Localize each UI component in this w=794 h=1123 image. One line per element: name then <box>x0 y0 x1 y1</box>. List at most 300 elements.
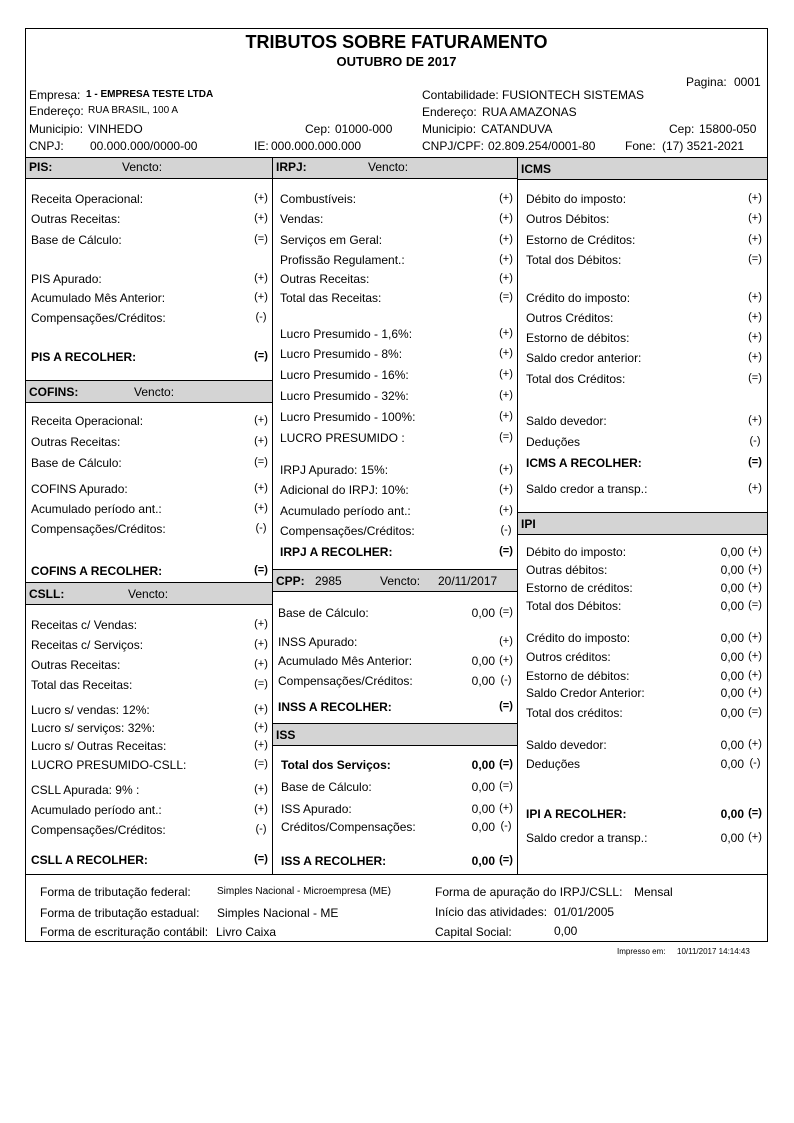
irpj-row-label: IRPJ A RECOLHER: <box>280 545 393 559</box>
csll-row <box>31 638 270 654</box>
inicio-value: 01/01/2005 <box>554 905 615 919</box>
cofins-row-label: Compensações/Créditos: <box>31 522 166 536</box>
irpj-row <box>280 347 515 363</box>
acc-cnpj-label: CNPJ/CPF: <box>422 139 485 153</box>
municipio-label: Municipio: <box>29 122 84 136</box>
csll-row-sign: (+) <box>254 658 268 670</box>
icms-row-label: Total dos Débitos: <box>526 253 622 267</box>
cofins-row-sign: (+) <box>254 482 268 494</box>
irpj-row-sign: (+) <box>499 212 513 224</box>
cofins-title: COFINS: <box>29 385 79 399</box>
icms-row-sign: (+) <box>748 331 762 343</box>
ipi-row-label: Saldo devedor: <box>526 738 607 752</box>
iss-row-label: Base de Cálculo: <box>281 780 372 794</box>
ipi-row-label: Saldo Credor Anterior: <box>526 686 645 700</box>
cofins-header <box>26 380 272 403</box>
irpj-row-sign: (+) <box>499 233 513 245</box>
icms-row-label: Deduções <box>526 435 581 449</box>
csll-row <box>31 703 270 719</box>
irpj-row <box>280 233 515 249</box>
iss-row <box>281 780 515 796</box>
csll-row-sign: (=) <box>254 758 268 770</box>
icms-row-sign: (+) <box>748 192 762 204</box>
ipi-row-sign: (=) <box>748 807 762 819</box>
cofins-row-label: Base de Cálculo: <box>31 456 122 470</box>
pis-row <box>31 350 270 366</box>
cpp-row-value: 0,00 <box>471 654 495 668</box>
acc-endereco-label: Endereço: <box>422 105 477 119</box>
cpp-row-sign: (-) <box>500 674 512 686</box>
ipi-row <box>526 631 764 647</box>
icms-row <box>526 482 764 498</box>
irpj-row <box>280 389 515 405</box>
irpj-row-label: Total das Receitas: <box>280 291 382 305</box>
acc-municipio-value: CATANDUVA <box>481 122 553 136</box>
pis-row <box>31 311 270 327</box>
irpj-row-sign: (+) <box>499 483 513 495</box>
icms-row-label: Outros Créditos: <box>526 311 614 325</box>
csll-vencto: Vencto: <box>128 587 169 601</box>
cofins-row <box>31 564 270 580</box>
icms-row <box>526 311 764 327</box>
csll-row-label: Lucro s/ serviços: 32%: <box>31 721 156 735</box>
icms-row <box>526 192 764 208</box>
irpj-row-label: Lucro Presumido - 1,6%: <box>280 327 413 341</box>
ipi-row-label: Débito do imposto: <box>526 545 627 559</box>
csll-row <box>31 758 270 774</box>
trib-estadual-label: Forma de tributação estadual: <box>40 906 200 920</box>
empresa-value: 1 - EMPRESA TESTE LTDA <box>86 89 214 100</box>
cofins-row-label: COFINS Apurado: <box>31 482 128 496</box>
icms-row-sign: (+) <box>748 291 762 303</box>
page-number: 0001 <box>734 75 761 89</box>
irpj-row-sign: (=) <box>499 545 513 557</box>
report-title: TRIBUTOS SOBRE FATURAMENTO <box>245 32 548 52</box>
irpj-row <box>280 291 515 307</box>
iss-row-sign: (=) <box>499 758 513 770</box>
ipi-row-label: Total dos créditos: <box>526 706 623 720</box>
irpj-row <box>280 545 515 561</box>
trib-federal-value: Simples Nacional - Microempresa (ME) <box>217 886 391 897</box>
irpj-header <box>273 158 517 179</box>
csll-row <box>31 658 270 674</box>
ipi-row <box>526 757 764 773</box>
ipi-row-sign: (=) <box>748 599 762 611</box>
pis-row-label: Base de Cálculo: <box>31 233 122 247</box>
ipi-row-sign: (+) <box>748 669 762 681</box>
pis-row-label: Receita Operacional: <box>31 192 144 206</box>
pis-row-sign: (+) <box>254 291 268 303</box>
pis-row-sign: (=) <box>254 350 268 362</box>
ipi-row-value: 0,00 <box>720 807 744 821</box>
csll-row-label: LUCRO PRESUMIDO-CSLL: <box>31 758 187 772</box>
cpp-vencto-value: 20/11/2017 <box>438 574 498 588</box>
icms-title: ICMS <box>521 162 551 176</box>
acc-cnpj-value: 02.809.254/0001-80 <box>488 139 596 153</box>
ipi-row <box>526 599 764 615</box>
pis-row-sign: (+) <box>254 212 268 224</box>
apuracao-value: Mensal <box>634 885 673 899</box>
ipi-row-sign: (-) <box>749 757 761 769</box>
endereco-value: RUA BRASIL, 100 A <box>88 105 179 116</box>
icms-row-label: Crédito do imposto: <box>526 291 631 305</box>
pis-row-label: Acumulado Mês Anterior: <box>31 291 166 305</box>
iss-row <box>281 758 515 774</box>
csll-row <box>31 678 270 694</box>
cpp-title: CPP: <box>276 574 305 588</box>
csll-row-label: Receitas c/ Serviços: <box>31 638 144 652</box>
cpp-row <box>278 674 515 690</box>
irpj-row-sign: (+) <box>499 327 513 339</box>
ipi-row-label: Outras débitos: <box>526 563 608 577</box>
cpp-row-label: Compensações/Créditos: <box>278 674 413 688</box>
ie-label: IE: <box>254 139 269 153</box>
icms-row-sign: (=) <box>748 253 762 265</box>
cofins-row <box>31 456 270 472</box>
irpj-row <box>280 431 515 447</box>
ipi-row-value: 0,00 <box>720 599 744 613</box>
pis-row <box>31 272 270 288</box>
iss-row-sign: (-) <box>500 820 512 832</box>
ipi-row-value: 0,00 <box>720 669 744 683</box>
csll-row-sign: (+) <box>254 783 268 795</box>
cpp-row-sign: (+) <box>499 654 513 666</box>
icms-header <box>518 158 767 180</box>
icms-row-sign: (=) <box>748 456 762 468</box>
icms-row <box>526 291 764 307</box>
cofins-row <box>31 482 270 498</box>
cpp-row-value: 0,00 <box>471 674 495 688</box>
ipi-row <box>526 669 764 685</box>
report-subtitle: OUTUBRO DE 2017 <box>336 54 457 69</box>
ipi-row-sign: (+) <box>748 650 762 662</box>
iss-row-value: 0,00 <box>471 802 495 816</box>
pis-row-sign: (=) <box>254 233 268 245</box>
acc-endereco-value: RUA AMAZONAS <box>482 105 577 119</box>
iss-row <box>281 854 515 870</box>
ipi-row-sign: (+) <box>748 581 762 593</box>
ipi-row-sign: (+) <box>748 831 762 843</box>
grid-line-bottom <box>25 874 768 875</box>
pis-row <box>31 192 270 208</box>
irpj-row-label: Serviços em Geral: <box>280 233 383 247</box>
ipi-row-label: IPI A RECOLHER: <box>526 807 627 821</box>
ipi-row-label: Saldo credor a transp.: <box>526 831 648 845</box>
irpj-row <box>280 192 515 208</box>
csll-row-sign: (+) <box>254 618 268 630</box>
contabilidade-value: FUSIONTECH SISTEMAS <box>502 88 645 102</box>
irpj-row-label: Combustíveis: <box>280 192 357 206</box>
ipi-row <box>526 581 764 597</box>
csll-row <box>31 618 270 634</box>
iss-row-value: 0,00 <box>471 780 495 794</box>
irpj-row <box>280 272 515 288</box>
cofins-row-label: Acumulado período ant.: <box>31 502 162 516</box>
pis-row-sign: (+) <box>254 272 268 284</box>
iss-row-value: 0,00 <box>471 820 495 834</box>
pis-row-label: PIS Apurado: <box>31 272 102 286</box>
csll-row-sign: (=) <box>254 853 268 865</box>
irpj-row <box>280 327 515 343</box>
irpj-row-sign: (+) <box>499 504 513 516</box>
irpj-row-sign: (=) <box>499 291 513 303</box>
ipi-row-value: 0,00 <box>720 738 744 752</box>
cpp-row <box>278 654 515 670</box>
cpp-row <box>278 700 515 716</box>
csll-row <box>31 823 270 839</box>
cofins-row-sign: (+) <box>254 502 268 514</box>
cofins-row-label: Receita Operacional: <box>31 414 144 428</box>
irpj-row-label: Profissão Regulament.: <box>280 253 405 267</box>
cofins-vencto: Vencto: <box>134 385 175 399</box>
csll-row-label: Lucro s/ vendas: 12%: <box>31 703 150 717</box>
cofins-row-sign: (=) <box>254 564 268 576</box>
iss-row <box>281 802 515 818</box>
irpj-row-label: Vendas: <box>280 212 324 226</box>
icms-row-label: Saldo credor anterior: <box>526 351 642 365</box>
irpj-row-label: Lucro Presumido - 8%: <box>280 347 403 361</box>
iss-row-label: Créditos/Compensações: <box>281 820 416 834</box>
icms-row <box>526 233 764 249</box>
csll-row-sign: (+) <box>254 739 268 751</box>
csll-row <box>31 721 270 737</box>
iss-row-label: ISS Apurado: <box>281 802 352 816</box>
irpj-row-sign: (+) <box>499 253 513 265</box>
ipi-row-label: Deduções <box>526 757 581 771</box>
ipi-row-value: 0,00 <box>720 545 744 559</box>
cpp-row-label: Base de Cálculo: <box>278 606 369 620</box>
icms-row <box>526 351 764 367</box>
cpp-row-label: INSS Apurado: <box>278 635 358 649</box>
icms-row-sign: (-) <box>749 435 761 447</box>
csll-row-label: Total das Receitas: <box>31 678 133 692</box>
cpp-row <box>278 606 515 622</box>
iss-row-sign: (=) <box>499 854 513 866</box>
csll-row-label: CSLL A RECOLHER: <box>31 853 148 867</box>
csll-row-label: CSLL Apurada: 9% : <box>31 783 140 797</box>
pis-row-label: Outras Receitas: <box>31 212 121 226</box>
ipi-row-label: Estorno de débitos: <box>526 669 630 683</box>
ipi-row-value: 0,00 <box>720 686 744 700</box>
icms-row <box>526 253 764 269</box>
irpj-row-sign: (+) <box>499 389 513 401</box>
cpp-row-sign: (=) <box>499 606 513 618</box>
ie-value: 000.000.000.000 <box>271 139 362 153</box>
ipi-row-value: 0,00 <box>720 581 744 595</box>
apuracao-label: Forma de apuração do IRPJ/CSLL: <box>435 885 623 899</box>
icms-row <box>526 212 764 228</box>
iss-title: ISS <box>276 728 296 742</box>
irpj-row-label: Acumulado período ant.: <box>280 504 411 518</box>
ipi-row <box>526 807 764 823</box>
pis-row <box>31 233 270 249</box>
cpp-row-label: Acumulado Mês Anterior: <box>278 654 413 668</box>
ipi-row-value: 0,00 <box>720 563 744 577</box>
ipi-row-sign: (+) <box>748 631 762 643</box>
irpj-row-label: IRPJ Apurado: 15%: <box>280 463 389 477</box>
cep-value: 01000-000 <box>335 122 393 136</box>
cpp-row-sign: (+) <box>499 635 513 647</box>
pis-row-label: PIS A RECOLHER: <box>31 350 137 364</box>
municipio-value: VINHEDO <box>88 122 143 136</box>
csll-row-sign: (+) <box>254 803 268 815</box>
cofins-row-sign: (+) <box>254 414 268 426</box>
icms-row <box>526 372 764 388</box>
ipi-row <box>526 545 764 561</box>
escrituracao-value: Livro Caixa <box>216 925 277 939</box>
pis-row <box>31 212 270 228</box>
iss-row-sign: (=) <box>499 780 513 792</box>
irpj-row-sign: (+) <box>499 272 513 284</box>
cofins-row-label: COFINS A RECOLHER: <box>31 564 163 578</box>
pis-header <box>26 158 272 179</box>
pis-row-label: Compensações/Créditos: <box>31 311 166 325</box>
cofins-row-label: Outras Receitas: <box>31 435 121 449</box>
trib-federal-label: Forma de tributação federal: <box>40 885 191 899</box>
contabilidade-label: Contabilidade: <box>422 88 499 102</box>
icms-row-sign: (+) <box>748 351 762 363</box>
irpj-row <box>280 212 515 228</box>
cofins-row-sign: (-) <box>255 522 267 534</box>
csll-title: CSLL: <box>29 587 65 601</box>
capital-value: 0,00 <box>554 924 578 938</box>
irpj-row-label: Lucro Presumido - 100%: <box>280 410 416 424</box>
trib-estadual-value: Simples Nacional - ME <box>217 906 339 920</box>
ipi-row <box>526 738 764 754</box>
csll-row <box>31 739 270 755</box>
icms-row <box>526 456 764 472</box>
irpj-row <box>280 483 515 499</box>
irpj-title: IRPJ: <box>276 160 307 174</box>
icms-row-label: Estorno de Créditos: <box>526 233 636 247</box>
icms-row-label: Total dos Créditos: <box>526 372 626 386</box>
cpp-code: 2985 <box>315 574 342 588</box>
ipi-row-label: Outros créditos: <box>526 650 611 664</box>
pis-vencto: Vencto: <box>122 160 163 174</box>
irpj-row-sign: (+) <box>499 347 513 359</box>
icms-row-label: Saldo credor a transp.: <box>526 482 648 496</box>
irpj-vencto: Vencto: <box>368 160 409 174</box>
icms-row <box>526 414 764 430</box>
csll-row-sign: (+) <box>254 638 268 650</box>
ipi-title: IPI <box>521 517 536 531</box>
csll-row <box>31 783 270 799</box>
acc-cep-label: Cep: <box>669 122 695 136</box>
icms-row-sign: (+) <box>748 482 762 494</box>
ipi-row <box>526 706 764 722</box>
icms-row-label: ICMS A RECOLHER: <box>526 456 642 470</box>
ipi-row-value: 0,00 <box>720 831 744 845</box>
ipi-row-value: 0,00 <box>720 631 744 645</box>
iss-header <box>273 723 517 746</box>
irpj-row-label: Compensações/Créditos: <box>280 524 415 538</box>
cofins-row-sign: (+) <box>254 435 268 447</box>
cpp-header <box>273 569 517 592</box>
cofins-row <box>31 502 270 518</box>
empresa-label: Empresa: <box>29 88 81 102</box>
icms-row-sign: (+) <box>748 212 762 224</box>
ipi-row <box>526 563 764 579</box>
csll-row <box>31 803 270 819</box>
cep-label: Cep: <box>305 122 331 136</box>
cpp-row-label: INSS A RECOLHER: <box>278 700 392 714</box>
irpj-row-label: Adicional do IRPJ: 10%: <box>280 483 409 497</box>
csll-row-label: Receitas c/ Vendas: <box>31 618 138 632</box>
ipi-row <box>526 650 764 666</box>
cnpj-label: CNPJ: <box>29 139 64 153</box>
csll-row-label: Acumulado período ant.: <box>31 803 162 817</box>
icms-row-label: Outros Débitos: <box>526 212 610 226</box>
cofins-row <box>31 522 270 538</box>
acc-cep-value: 15800-050 <box>699 122 757 136</box>
capital-label: Capital Social: <box>435 925 512 939</box>
icms-row-sign: (+) <box>748 414 762 426</box>
acc-municipio-label: Municipio: <box>422 122 477 136</box>
ipi-row <box>526 831 764 847</box>
csll-row-sign: (+) <box>254 703 268 715</box>
cofins-row <box>31 414 270 430</box>
ipi-row-sign: (=) <box>748 706 762 718</box>
endereco-label: Endereço: <box>29 104 84 118</box>
escrituracao-label: Forma de escrituração contábil: <box>40 925 209 939</box>
cpp-row-sign: (=) <box>499 700 513 712</box>
ipi-row-label: Total dos Débitos: <box>526 599 622 613</box>
ipi-row <box>526 686 764 702</box>
irpj-row <box>280 463 515 479</box>
csll-row-sign: (-) <box>255 823 267 835</box>
iss-row-label: ISS A RECOLHER: <box>281 854 387 868</box>
ipi-row-label: Crédito do imposto: <box>526 631 631 645</box>
ipi-row-value: 0,00 <box>720 706 744 720</box>
icms-row-label: Saldo devedor: <box>526 414 607 428</box>
irpj-row-sign: (=) <box>499 431 513 443</box>
ipi-row-sign: (+) <box>748 738 762 750</box>
ipi-row-label: Estorno de créditos: <box>526 581 633 595</box>
iss-row-value: 0,00 <box>471 758 495 772</box>
irpj-row-sign: (-) <box>500 524 512 536</box>
icms-row-label: Débito do imposto: <box>526 192 627 206</box>
csll-header <box>26 582 272 605</box>
ipi-row-sign: (+) <box>748 686 762 698</box>
cpp-row <box>278 635 515 651</box>
irpj-row <box>280 368 515 384</box>
irpj-row <box>280 524 515 540</box>
irpj-row <box>280 410 515 426</box>
icms-row-label: Estorno de débitos: <box>526 331 630 345</box>
irpj-row <box>280 504 515 520</box>
csll-row <box>31 853 270 869</box>
iss-row-sign: (+) <box>499 802 513 814</box>
pis-row-sign: (-) <box>255 311 267 323</box>
ipi-header <box>518 512 767 535</box>
irpj-row <box>280 253 515 269</box>
icms-row-sign: (+) <box>748 311 762 323</box>
pis-row-sign: (+) <box>254 192 268 204</box>
column-divider-1 <box>272 157 273 875</box>
csll-row-sign: (+) <box>254 721 268 733</box>
irpj-row-label: Outras Receitas: <box>280 272 370 286</box>
cnpj-value: 00.000.000/0000-00 <box>90 139 198 153</box>
irpj-row-sign: (+) <box>499 368 513 380</box>
acc-fone-label: Fone: <box>625 139 656 153</box>
icms-row-sign: (=) <box>748 372 762 384</box>
icms-row-sign: (+) <box>748 233 762 245</box>
csll-row-label: Outras Receitas: <box>31 658 121 672</box>
cofins-row <box>31 435 270 451</box>
ipi-row-value: 0,00 <box>720 650 744 664</box>
irpj-row-label: LUCRO PRESUMIDO : <box>280 431 405 445</box>
pis-row <box>31 291 270 307</box>
